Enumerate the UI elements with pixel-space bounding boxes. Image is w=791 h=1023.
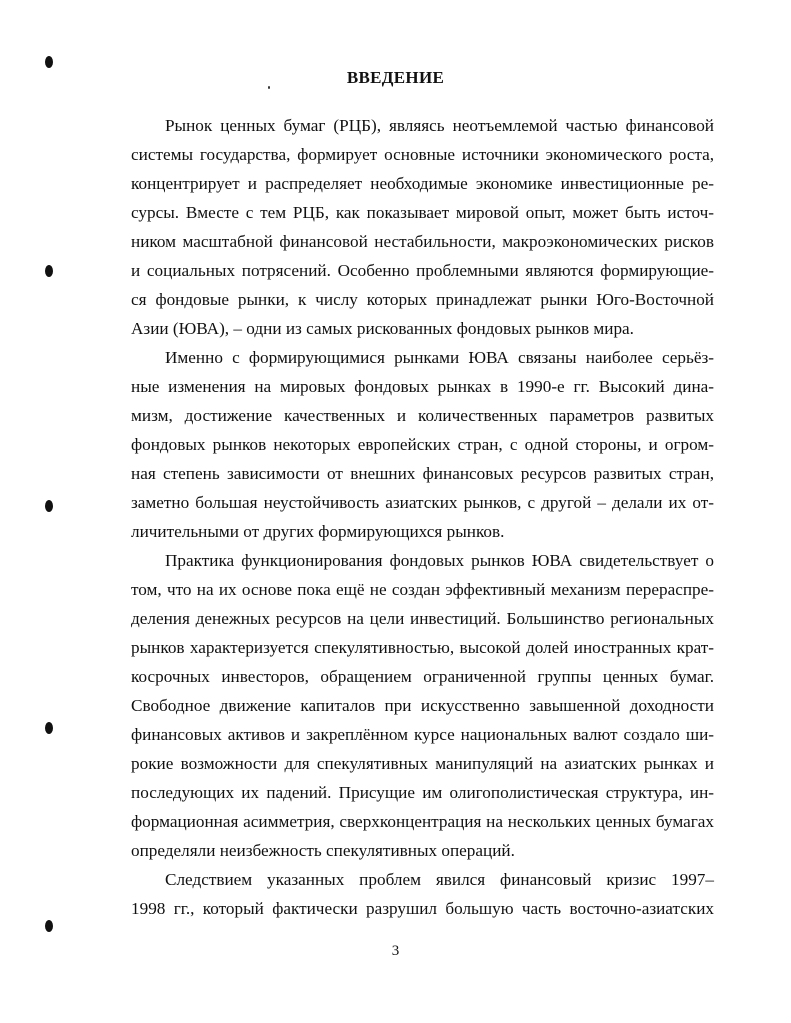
- text-line: системы государства, формирует основные источники экономического роста,: [131, 145, 714, 164]
- text-line: Рынок ценных бумаг (РЦБ), являясь неотъемлемой частью финансовой: [165, 116, 714, 135]
- text-line: деления денежных ресурсов на цели инвестиций. Большинство региональных: [131, 609, 714, 628]
- text-line: заметно большая неустойчивость азиатских рынков, с другой – делали их от-: [131, 493, 714, 512]
- text-line: концентрирует и распределяет необходимые экономике инвестиционные ре-: [131, 174, 714, 193]
- text-line: косрочных инвесторов, обращением ограниченной группы ценных бумаг.: [131, 667, 714, 686]
- text-line: 1998 гг., который фактически разрушил большую часть восточно-азиатских: [131, 899, 714, 918]
- text-line: рынков характеризуется спекулятивностью, высокой долей иностранных крат-: [131, 638, 714, 657]
- text-line: и социальных потрясений. Особенно проблемными являются формирующие-: [131, 261, 714, 280]
- binding-hole-mark: [45, 722, 53, 734]
- text-line: определяли неизбежность спекулятивных операций.: [131, 841, 515, 860]
- text-line: ная степень зависимости от внешних финансовых ресурсов развитых стран,: [131, 464, 714, 483]
- text-line: финансовых активов и закреплённом курсе национальных валют создало ши-: [131, 725, 714, 744]
- binding-hole-mark: [45, 265, 53, 277]
- text-line: том, что на их основе пока ещё не создан эффективный механизм перераспре-: [131, 580, 714, 599]
- text-line: фондовых рынков некоторых европейских стран, с одной стороны, и огром-: [131, 435, 714, 454]
- text-line: рокие возможности для спекулятивных манипуляций на азиатских рынках и: [131, 754, 714, 773]
- text-line: ные изменения на мировых фондовых рынках в 1990-е гг. Высокий дина-: [131, 377, 714, 396]
- text-line: последующих их падений. Присущие им олигополистическая структура, ин-: [131, 783, 714, 802]
- text-line: Именно с формирующимися рынками ЮВА связаны наиболее серьёз-: [165, 348, 714, 367]
- text-line: Практика функционирования фондовых рынков ЮВА свидетельствует о: [165, 551, 714, 570]
- text-line: мизм, достижение качественных и количественных параметров развитых: [131, 406, 714, 425]
- text-line: Свободное движение капиталов при искусственно завышенной доходности: [131, 696, 714, 715]
- text-line: Азии (ЮВА), – одни из самых рискованных фондовых рынков мира.: [131, 319, 634, 338]
- text-line: ся фондовые рынки, к числу которых принадлежат рынки Юго-Восточной: [131, 290, 714, 309]
- text-line: ником масштабной финансовой нестабильности, макроэкономических рисков: [131, 232, 714, 251]
- binding-hole-mark: [45, 56, 53, 68]
- page-title: ВВЕДЕНИЕ: [346, 68, 445, 87]
- binding-hole-mark: [45, 920, 53, 932]
- text-line: Следствием указанных проблем явился финансовый кризис 1997–: [165, 870, 714, 889]
- text-line: личительными от других формирующихся рынков.: [131, 522, 505, 541]
- text-line: сурсы. Вместе с тем РЦБ, как показывает мировой опыт, может быть источ-: [131, 203, 714, 222]
- page-number: 3: [391, 943, 400, 959]
- binding-hole-mark: [45, 500, 53, 512]
- text-line: формационная асимметрия, сверхконцентрация на нескольких ценных бумагах: [131, 812, 714, 831]
